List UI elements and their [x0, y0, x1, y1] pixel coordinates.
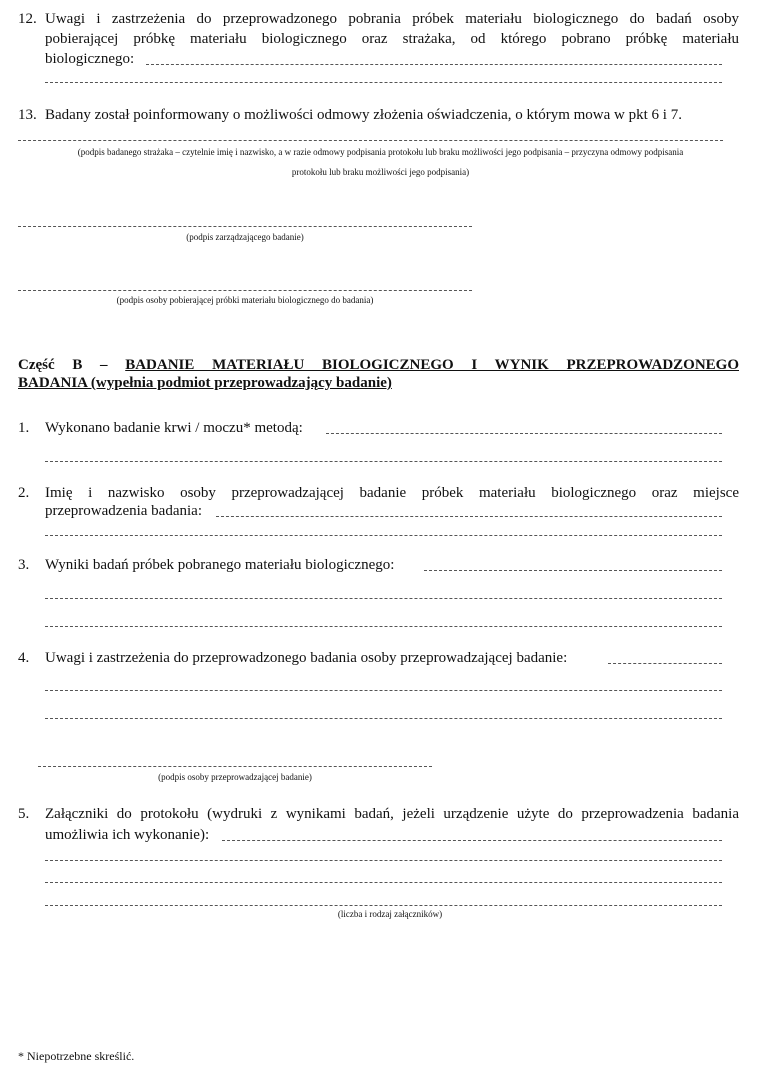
item-13-text: Badany został poinformowany o możliwości odmowy złożenia oświadczenia, o którym mowa w pkt 6 i 7.	[45, 107, 682, 123]
b1-field-2[interactable]	[45, 461, 722, 462]
item-13-number: 13.	[18, 107, 37, 123]
b4-field-3[interactable]	[45, 718, 722, 719]
examiner-signature-caption: (podpis osoby przeprowadzającej badanie)	[158, 772, 312, 782]
b2-field-2[interactable]	[45, 535, 722, 536]
manager-signature-field[interactable]	[18, 226, 472, 227]
firefighter-signature-caption-1: (podpis badanego strażaka – czytelnie imię i nazwisko, a w razie odmowy podpisania protokołu lub braku możliwości jego podpisania – przyczyna odmowy podpisania	[77, 147, 684, 157]
part-b-heading-line-1	[18, 356, 739, 374]
item-12-field-2[interactable]	[45, 82, 722, 83]
part-b-prefix: Część B –	[18, 357, 126, 373]
attachments-caption: (liczba i rodzaj załączników)	[337, 909, 443, 919]
item-12-line-3: biologicznego:	[45, 51, 135, 67]
b5-field-4[interactable]	[45, 905, 722, 906]
b5-field-2[interactable]	[45, 860, 722, 861]
part-b-title: BADANIE MATERIAŁU BIOLOGICZNEGO I WYNIK PRZEPROWADZONEGO	[125, 357, 739, 373]
examiner-signature-field[interactable]	[38, 766, 432, 767]
firefighter-signature-field[interactable]	[18, 140, 723, 141]
item-12-line-2: pobierającej próbkę materiału biologicznego oraz strażaka, od którego pobrano próbkę materiału	[45, 31, 739, 47]
part-b-heading-line-2: BADANIA (wypełnia podmiot przeprowadzający badanie)	[18, 375, 392, 391]
manager-signature-caption: (podpis zarządzającego badanie)	[186, 232, 304, 242]
item-12-field-1[interactable]	[146, 64, 722, 65]
b4-number: 4.	[18, 650, 30, 666]
b1-field-1[interactable]	[326, 433, 722, 434]
b1-text: Wykonano badanie krwi / moczu* metodą:	[45, 420, 303, 436]
b4-field-2[interactable]	[45, 690, 722, 691]
b3-number: 3.	[18, 557, 30, 573]
b4-field-1[interactable]	[608, 663, 722, 664]
footnote: * Niepotrzebne skreślić.	[18, 1049, 135, 1063]
b3-text: Wyniki badań próbek pobranego materiału biologicznego:	[45, 557, 395, 573]
b2-line-1: Imię i nazwisko osoby przeprowadzającej badanie próbek materiału biologicznego oraz miejsce	[45, 485, 739, 501]
b5-field-3[interactable]	[45, 882, 722, 883]
item-12-number: 12.	[18, 11, 37, 27]
b5-field-1[interactable]	[222, 840, 722, 841]
b5-number: 5.	[18, 806, 30, 822]
collector-signature-field[interactable]	[18, 290, 472, 291]
b3-field-1[interactable]	[424, 570, 722, 571]
firefighter-signature-caption-2: protokołu lub braku możliwości jego podpisania)	[291, 167, 470, 177]
b5-line-1: Załączniki do protokołu (wydruki z wynikami badań, jeżeli urządzenie użyte do przeprowadzenia badania	[45, 806, 739, 822]
collector-signature-caption: (podpis osoby pobierającej próbki materiału biologicznego do badania)	[116, 295, 374, 305]
b3-field-2[interactable]	[45, 598, 722, 599]
b4-text: Uwagi i zastrzeżenia do przeprowadzonego badania osoby przeprowadzającej badanie:	[45, 650, 568, 666]
b2-line-2: przeprowadzenia badania:	[45, 503, 202, 519]
b5-line-2: umożliwia ich wykonanie):	[45, 827, 210, 843]
b1-number: 1.	[18, 420, 30, 436]
item-12-line-1: Uwagi i zastrzeżenia do przeprowadzonego pobrania próbek materiału biologicznego do badań osoby	[45, 11, 739, 27]
b2-number: 2.	[18, 485, 30, 501]
b3-field-3[interactable]	[45, 626, 722, 627]
b2-field-1[interactable]	[216, 516, 722, 517]
